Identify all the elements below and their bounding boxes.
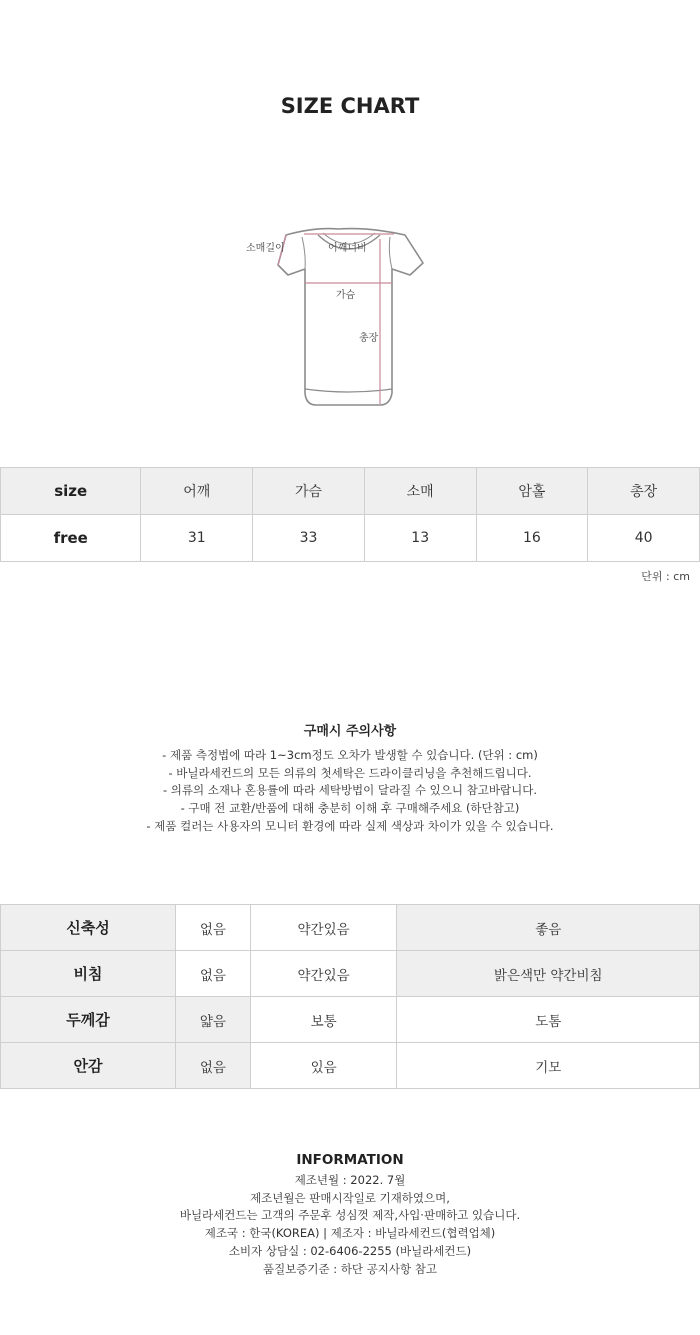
fabric-option: 보통 bbox=[250, 997, 397, 1043]
garment-diagram bbox=[240, 225, 430, 415]
notice-line: - 구매 전 교환/반품에 대해 충분히 이해 후 구매해주세요 (하단참고) bbox=[180, 801, 520, 816]
length-label: 총장 bbox=[359, 333, 379, 344]
fabric-option: 도톰 bbox=[397, 997, 700, 1043]
size-header-cell: 어깨 bbox=[141, 468, 253, 515]
size-cell: 31 bbox=[141, 515, 253, 562]
fabric-row-stretch bbox=[1, 905, 700, 951]
information-line: 소비자 상담실 : 02-6406-2255 (바닐라세컨드) bbox=[228, 1243, 472, 1258]
size-header-cell: 소매 bbox=[364, 468, 476, 515]
purchase-notice bbox=[0, 720, 700, 836]
notice-title: 구매시 주의사항 bbox=[303, 724, 397, 739]
fabric-option: 있음 bbox=[250, 1043, 397, 1089]
fabric-option-selected: 밝은색만 약간비침 bbox=[397, 951, 700, 997]
fabric-option: 약간있음 bbox=[250, 951, 397, 997]
fabric-option-selected: 얇음 bbox=[176, 997, 251, 1043]
notice-line: - 의류의 소재나 혼용률에 따라 세탁방법이 달라질 수 있으니 참고바랍니다. bbox=[163, 783, 537, 798]
fabric-row-label: 신축성 bbox=[1, 905, 176, 951]
fabric-row-label: 안감 bbox=[1, 1043, 176, 1089]
size-table-header-row bbox=[1, 468, 700, 515]
fabric-info-table bbox=[0, 904, 700, 1089]
information-line: 제조년월 : 2022. 7월 bbox=[294, 1173, 406, 1187]
shoulder-label: 어깨너비 bbox=[328, 243, 367, 254]
fabric-option-selected: 좋음 bbox=[397, 905, 700, 951]
fabric-row-label: 두께감 bbox=[1, 997, 176, 1043]
notice-line: - 바닐라세컨드의 모든 의류의 첫세탁은 드라이클리닝을 추천해드립니다. bbox=[168, 765, 532, 780]
size-cell: 16 bbox=[476, 515, 588, 562]
size-table-row bbox=[1, 515, 700, 562]
fabric-row-sheer bbox=[1, 951, 700, 997]
page-title: SIZE CHART bbox=[280, 94, 420, 118]
unit-note: 단위 : cm bbox=[641, 570, 690, 583]
sleeve-label: 소매길이 bbox=[246, 243, 285, 254]
information-line: 바닐라세컨드는 고객의 주문후 성심껏 제작,사입·판매하고 있습니다. bbox=[179, 1208, 521, 1223]
fabric-option: 없음 bbox=[176, 905, 251, 951]
fabric-row-thickness bbox=[1, 997, 700, 1043]
size-header-cell: 총장 bbox=[588, 468, 700, 515]
fabric-option-selected: 없음 bbox=[176, 1043, 251, 1089]
size-cell: 13 bbox=[364, 515, 476, 562]
size-table bbox=[0, 467, 700, 562]
information-line: 품질보증기준 : 하단 공지사항 참고 bbox=[262, 1261, 438, 1276]
size-cell: free bbox=[1, 515, 141, 562]
size-cell: 33 bbox=[253, 515, 365, 562]
size-cell: 40 bbox=[588, 515, 700, 562]
fabric-option: 약간있음 bbox=[250, 905, 397, 951]
notice-line: - 제품 측정법에 따라 1~3cm정도 오차가 발생할 수 있습니다. (단위 : cm) bbox=[162, 748, 538, 762]
size-header-cell: 암홀 bbox=[476, 468, 588, 515]
information-section bbox=[0, 1152, 700, 1278]
information-line: 제조국 : 한국(KOREA) | 제조자 : 바닐라세컨드(협력업체) bbox=[204, 1226, 496, 1241]
fabric-row-lining bbox=[1, 1043, 700, 1089]
fabric-option: 기모 bbox=[397, 1043, 700, 1089]
information-line: 제조년월은 판매시작일로 기재하였으며, bbox=[250, 1190, 450, 1205]
size-header-cell: size bbox=[1, 468, 141, 515]
chest-label: 가슴 bbox=[336, 290, 356, 301]
fabric-row-label: 비침 bbox=[1, 951, 176, 997]
notice-line: - 제품 컬러는 사용자의 모니터 환경에 따라 실제 색상과 차이가 있을 수 있습니다. bbox=[146, 818, 554, 833]
size-header-cell: 가슴 bbox=[253, 468, 365, 515]
information-title: INFORMATION bbox=[296, 1152, 404, 1168]
fabric-option: 없음 bbox=[176, 951, 251, 997]
